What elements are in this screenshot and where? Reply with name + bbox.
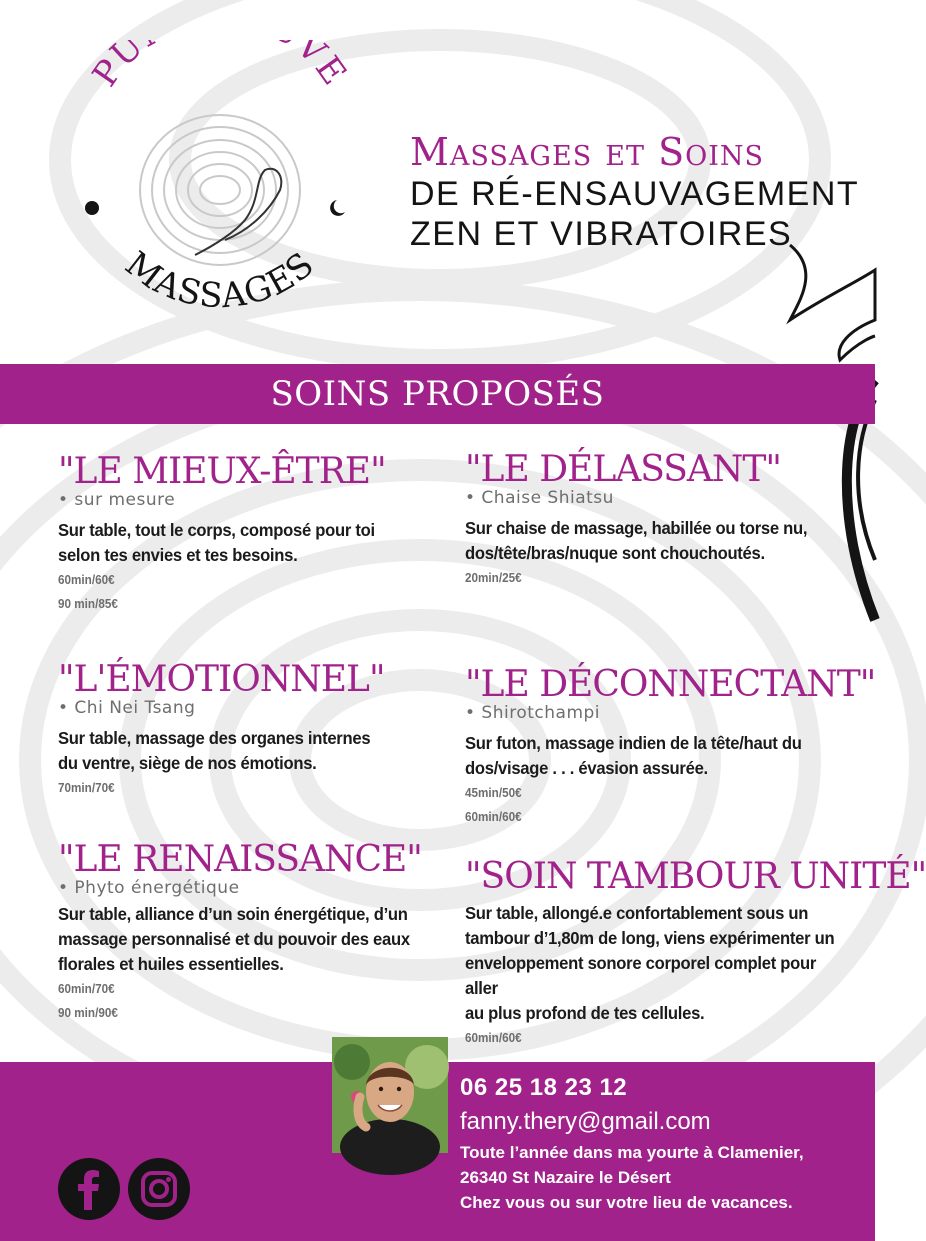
service-mieux-etre: [58, 452, 438, 616]
service-description: Sur chaise de massage, habillée ou torse nu, dos/tête/bras/nuque sont chouchoutés.: [465, 518, 808, 563]
service-title: "LE RENAISSANCE": [58, 839, 422, 880]
headline: [410, 130, 860, 254]
phone-number[interactable]: 06 25 18 23 12: [460, 1074, 628, 1101]
service-subtitle: • Phyto énergétique: [58, 878, 240, 898]
service-description: Sur table, allongé.e confortablement sous un tambour d’1,80m de long, viens expérimenter un enveloppement sonore corporel complet pour aller au plus profond de tes cellules.: [465, 903, 835, 1023]
service-description: Sur table, massage des organes internes du ventre, siège de nos émotions.: [58, 728, 371, 773]
service-title: "SOIN TAMBOUR UNITÉ": [465, 856, 926, 897]
service-prices: 60min/70€ 90 min/90€: [58, 981, 118, 1020]
section-title: SOINS PROPOSÉS: [270, 374, 605, 414]
service-subtitle: • Chaise Shiatsu: [465, 488, 614, 508]
service-title: "LE DÉCONNECTANT": [465, 664, 876, 705]
service-title: "L'ÉMOTIONNEL": [58, 659, 385, 700]
service-prices: 45min/50€ 60min/60€: [465, 785, 522, 824]
service-renaissance: [58, 840, 448, 1025]
section-band: [0, 364, 875, 424]
logo-top-text: PU VE: [84, 40, 356, 94]
service-delassant: [465, 450, 855, 590]
service-title: "LE DÉLASSANT": [465, 449, 781, 490]
email-address[interactable]: fanny.thery@gmail.com: [460, 1108, 711, 1135]
facebook-icon[interactable]: [58, 1158, 120, 1220]
logo-bottom-text: MASSAGES: [117, 243, 323, 317]
headline-line-1: Massages et Soins: [410, 130, 765, 174]
service-subtitle: • Shirotchampi: [465, 703, 601, 723]
service-deconnectant: [465, 664, 876, 829]
headline-line-3: ZEN ET VIBRATOIRES: [410, 215, 793, 253]
service-title: "LE MIEUX-ÊTRE": [58, 451, 386, 492]
service-prices: 20min/25€: [465, 570, 522, 585]
service-subtitle: • sur mesure: [58, 490, 176, 510]
service-prices: 70min/70€: [58, 780, 115, 795]
instagram-icon[interactable]: [128, 1158, 190, 1220]
service-prices: 60min/60€ 90 min/85€: [58, 572, 118, 611]
svg-text:PUNK LOUVE: [85, 40, 355, 94]
service-tambour-unite: [465, 856, 926, 1050]
service-prices: 60min/60€: [465, 1030, 522, 1045]
service-description: Sur table, alliance d’un soin énergétique, d’un massage personnalisé et du pouvoir des eaux florales et huiles essentielles.: [58, 904, 410, 974]
contact-block: [460, 1072, 870, 1215]
brand-logo: [75, 40, 365, 340]
headline-line-2: DE RÉ-ENSAUVAGEMENT: [410, 175, 860, 213]
service-description: Sur table, tout le corps, composé pour toi selon tes envies et tes besoins.: [58, 520, 375, 565]
service-emotionnel: [58, 660, 438, 800]
svg-text:MASSAGES: [118, 244, 323, 317]
service-description: Sur futon, massage indien de la tête/haut du dos/visage . . . évasion assurée.: [465, 733, 802, 778]
address: Toute l’année dans ma yourte à Clamenier, 26340 St Nazaire le Désert Chez vous ou sur votre lieu de vacances.: [460, 1143, 804, 1212]
service-subtitle: • Chi Nei Tsang: [58, 698, 196, 718]
profile-photo: [332, 1037, 448, 1153]
